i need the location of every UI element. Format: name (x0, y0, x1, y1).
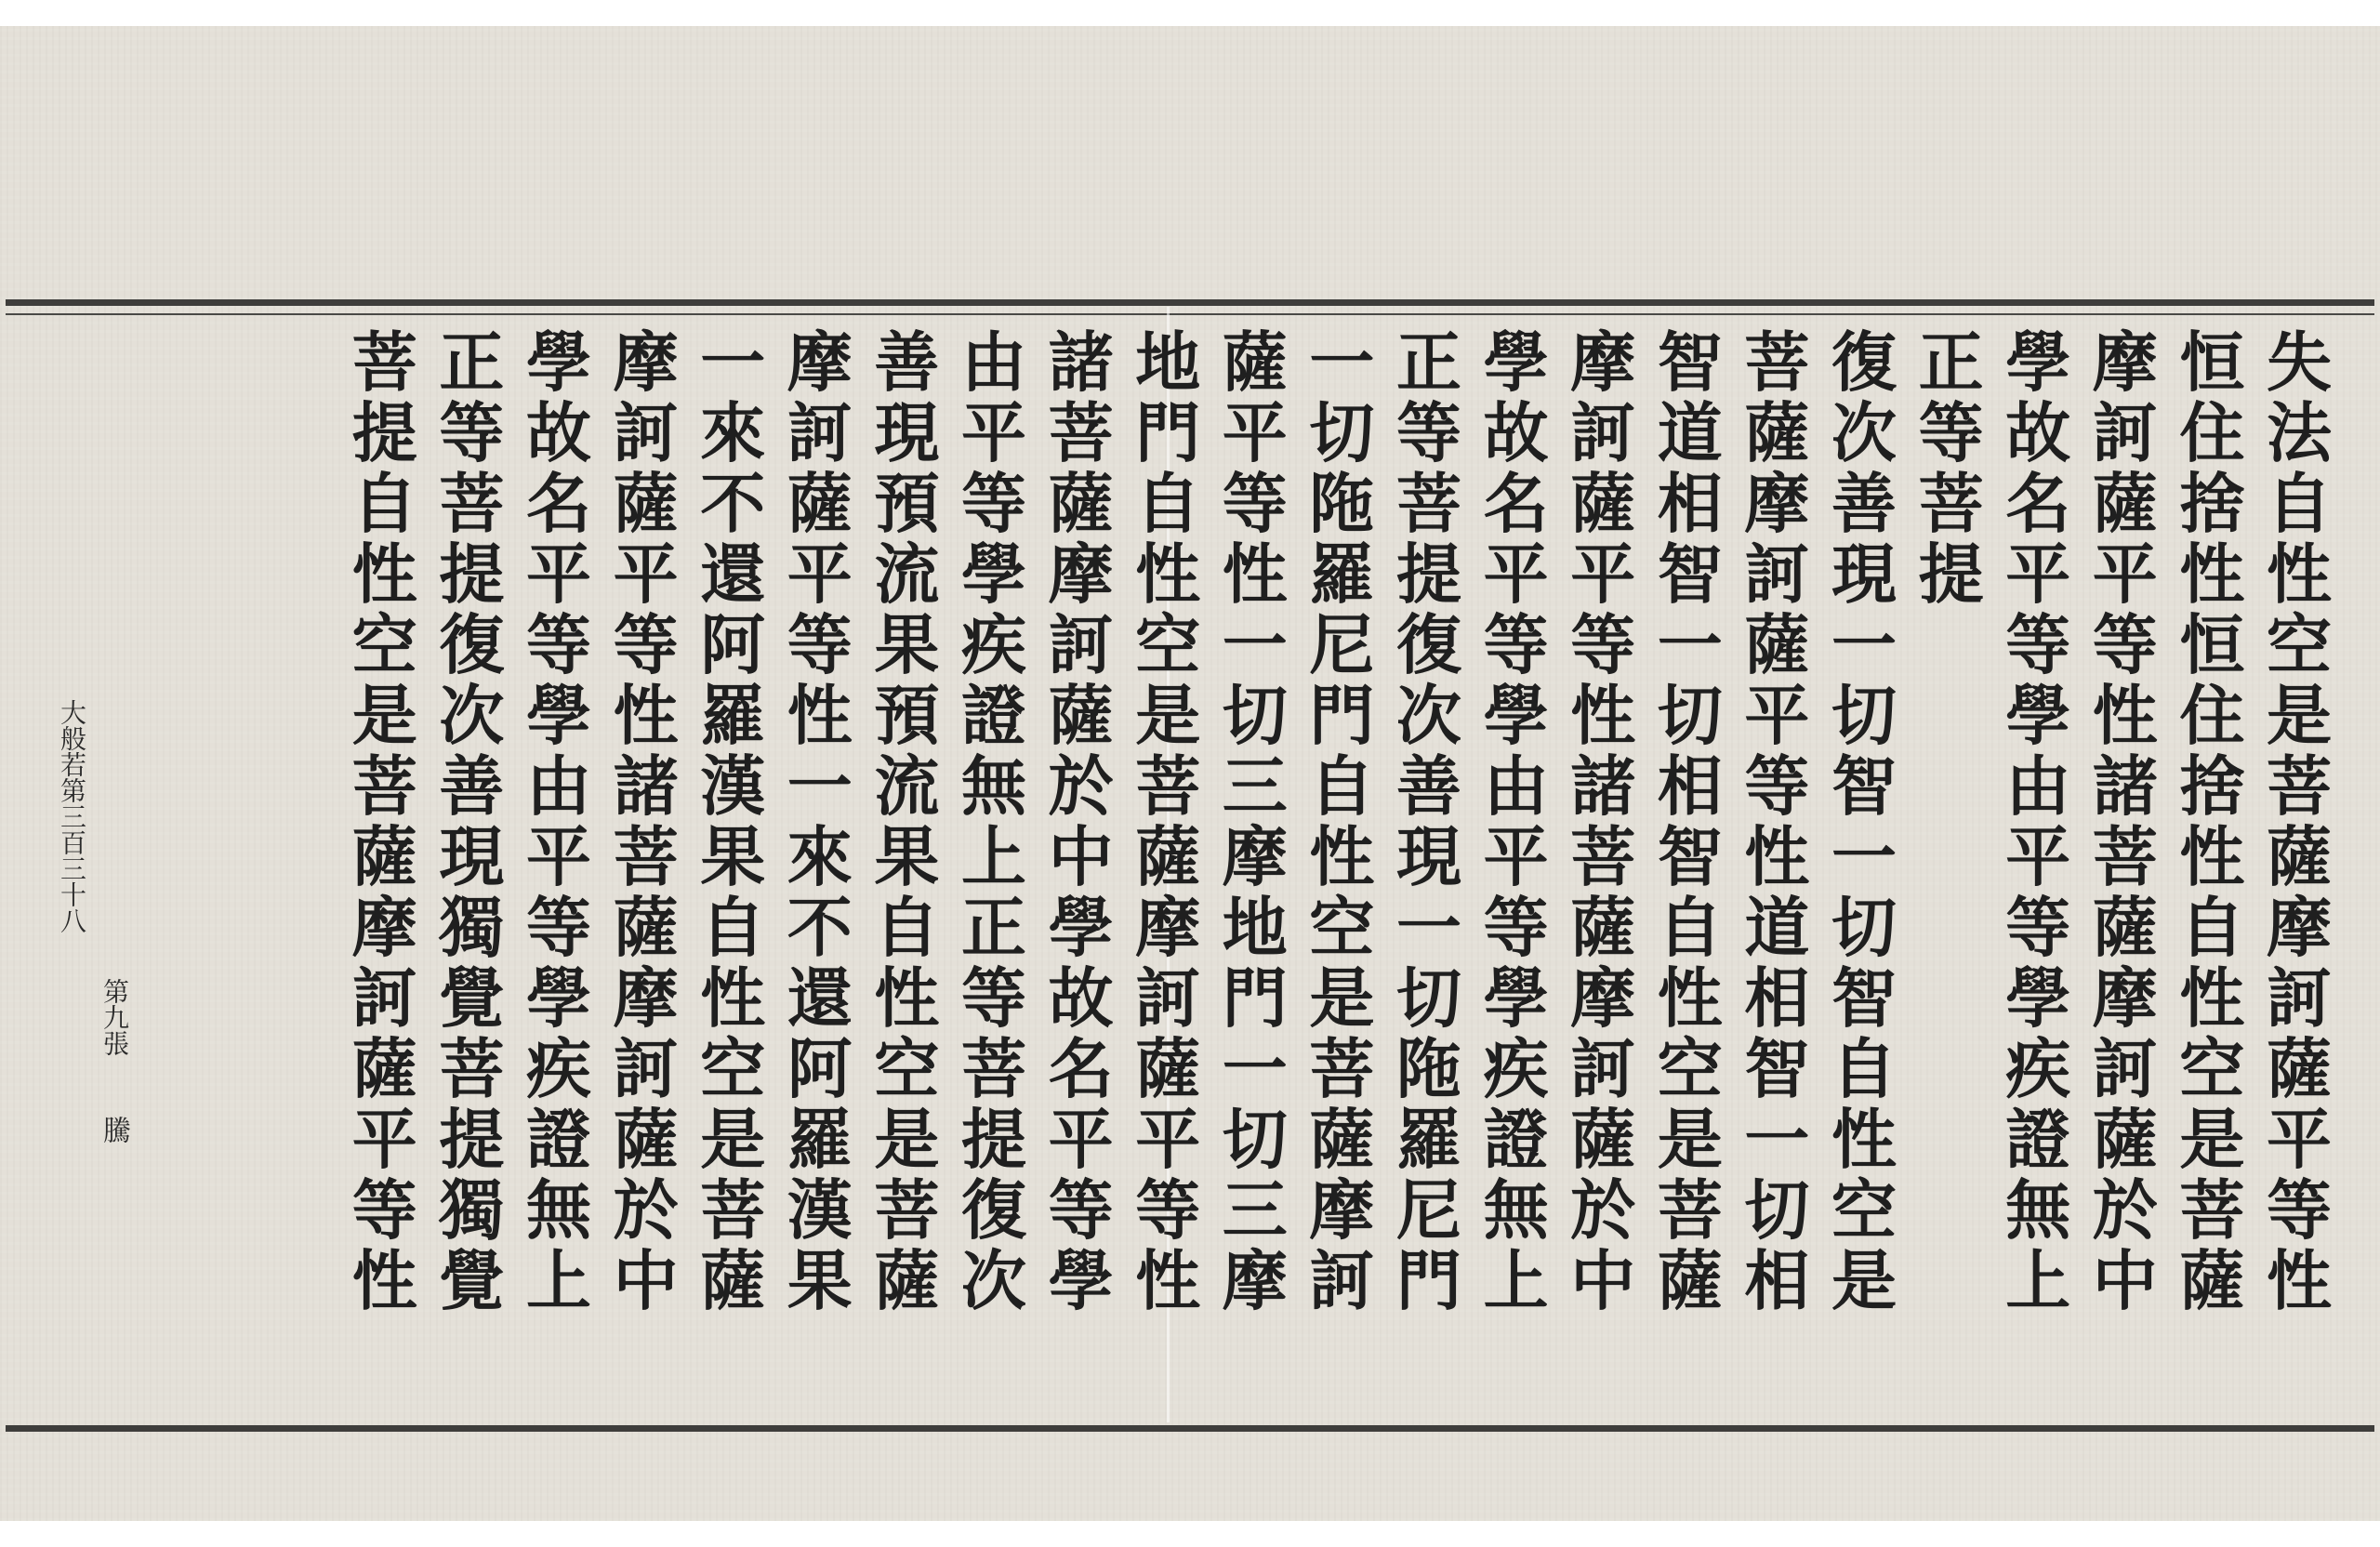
text-column: 正 等 菩 提 復 次 善 現 獨 覺 菩 提 獨 覺 (439, 324, 505, 1319)
text-column: 由 平 等 學 疾 證 無 上 正 等 菩 提 復 次 (961, 324, 1026, 1319)
text-column: 學 故 名 平 等 學 由 平 等 學 疾 證 無 上 (2005, 324, 2071, 1319)
text-column: 復 次 善 現 一 切 智 一 切 智 自 性 空 是 (1831, 324, 1897, 1319)
text-column: 菩 提 自 性 空 是 菩 薩 摩 訶 薩 平 等 性 (351, 324, 417, 1319)
text-column: 正 等 菩 提 (1918, 324, 1984, 613)
text-column: 善 現 預 流 果 預 流 果 自 性 空 是 菩 薩 (874, 324, 940, 1319)
text-column: 諸 菩 薩 摩 訶 薩 於 中 學 故 名 平 等 學 (1048, 324, 1114, 1319)
text-column: 一 切 陁 羅 尼 門 自 性 空 是 菩 薩 摩 訶 (1309, 324, 1375, 1319)
text-column: 正 等 菩 提 復 次 善 現 一 切 陁 羅 尼 門 (1396, 324, 1461, 1319)
text-column: 摩 訶 薩 平 等 性 諸 菩 薩 摩 訶 薩 於 中 (613, 324, 679, 1319)
text-column: 菩 薩 摩 訶 薩 平 等 性 道 相 智 一 切 相 (1744, 324, 1810, 1319)
text-column: 失 法 自 性 空 是 菩 薩 摩 訶 薩 平 等 性 (2267, 324, 2332, 1319)
text-column: 地 門 自 性 空 是 菩 薩 摩 訶 薩 平 等 性 (1135, 324, 1201, 1319)
margin-page-number: 第九張 (99, 978, 130, 1056)
text-column: 薩 平 等 性 一 切 三 摩 地 門 一 切 三 摩 (1222, 324, 1288, 1319)
margin-volume-mark: 騰 (98, 1116, 130, 1144)
text-column: 學 故 名 平 等 學 由 平 等 學 疾 證 無 上 (1483, 324, 1549, 1319)
text-column: 一 來 不 還 阿 羅 漢 果 自 性 空 是 菩 薩 (700, 324, 766, 1319)
text-column: 摩 訶 薩 平 等 性 一 來 不 還 阿 羅 漢 果 (787, 324, 853, 1319)
text-column: 學 故 名 平 等 學 由 平 等 學 疾 證 無 上 (526, 324, 591, 1319)
text-column: 恒 住 捨 性 恒 住 捨 性 自 性 空 是 菩 薩 (2179, 324, 2245, 1319)
text-column: 智 道 相 智 一 切 相 智 自 性 空 是 菩 薩 (1657, 324, 1723, 1319)
frame-inner-rule (6, 313, 2374, 315)
margin-sutra-title: 大般若第三百三十八 (57, 699, 87, 933)
text-column: 摩 訶 薩 平 等 性 諸 菩 薩 摩 訶 薩 於 中 (1570, 324, 1636, 1319)
text-column: 摩 訶 薩 平 等 性 諸 菩 薩 摩 訶 薩 於 中 (2092, 324, 2158, 1319)
